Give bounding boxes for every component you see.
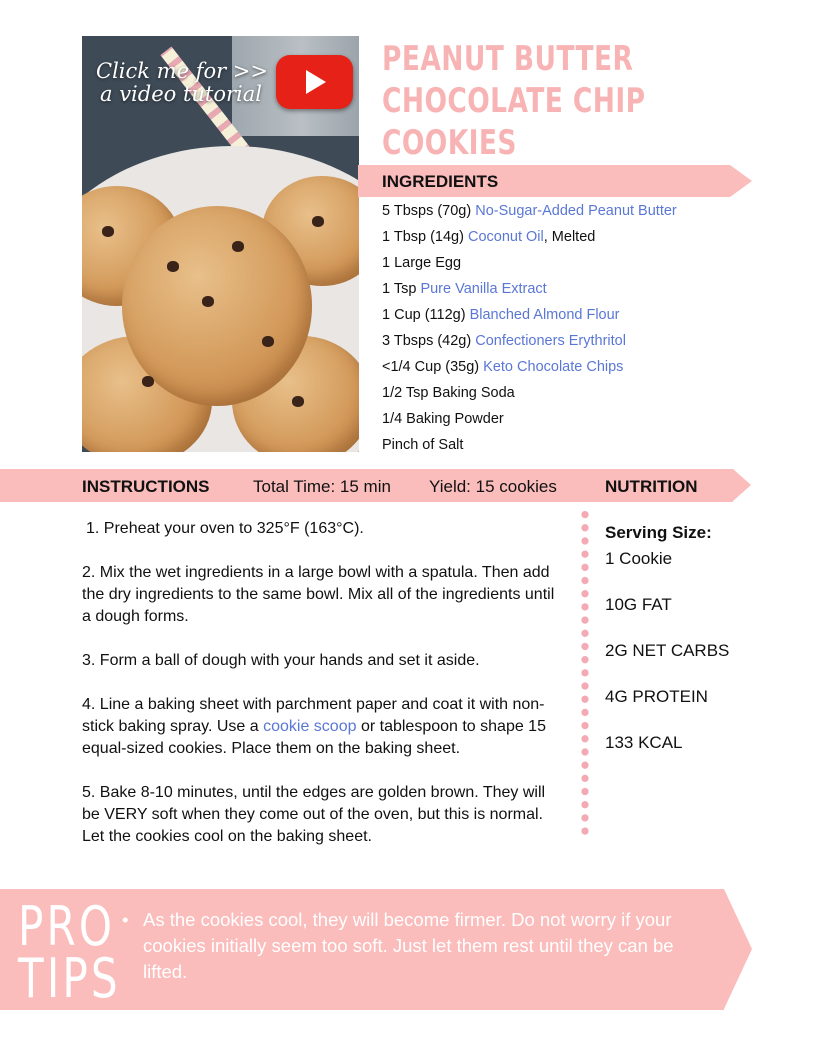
- chocolate-chip: [312, 216, 324, 227]
- ingredient-link[interactable]: Coconut Oil: [467, 229, 544, 245]
- play-triangle-icon: [306, 70, 326, 94]
- chocolate-chip: [202, 296, 214, 307]
- title-line: PEANUT BUTTER: [382, 39, 634, 79]
- step-1: 1. Preheat your oven to 325°F (163°C).: [86, 520, 364, 537]
- cookie-scoop-link[interactable]: cookie scoop: [263, 718, 357, 735]
- pro-tips-label: [18, 895, 121, 1010]
- ingredient-link[interactable]: No-Sugar-Added Peanut Butter: [475, 203, 677, 219]
- nutrition-heading: NUTRITION: [605, 477, 698, 496]
- youtube-play-icon[interactable]: [276, 55, 353, 109]
- step-4: [82, 694, 562, 760]
- chocolate-chip: [142, 376, 154, 387]
- ingredient-amount: 1/4 Baking Powder: [382, 411, 504, 427]
- nutrition-carbs: 2G NET CARBS: [605, 641, 730, 660]
- recipe-title: [382, 38, 646, 164]
- chocolate-chip: [232, 241, 244, 252]
- dotted-divider: [581, 508, 589, 838]
- ingredient-amount: <1/4 Cup (35g): [382, 359, 484, 375]
- ingredient-link[interactable]: Pure Vanilla Extract: [420, 281, 547, 297]
- ingredients-heading: INGREDIENTS: [382, 172, 499, 191]
- ingredient-item: [382, 408, 677, 434]
- ingredients-list: [382, 200, 677, 460]
- total-time: Total Time: 15 min: [253, 477, 391, 496]
- title-line: COOKIES: [382, 123, 517, 163]
- serving-size-label: Serving Size:: [605, 523, 712, 542]
- step-4-text-end: or tablespoon to shape 15 equal-sized cookies. Place them on the baking sheet.: [82, 718, 546, 757]
- ingredient-amount: 1 Tbsp (14g): [382, 229, 468, 245]
- ingredient-amount: 1 Large Egg: [382, 255, 462, 271]
- serving-size-value: 1 Cookie: [605, 549, 673, 568]
- ingredients-banner: [358, 165, 730, 197]
- step-5: 5. Bake 8-10 minutes, until the edges are golden brown. They will be VERY soft when they come out of the oven, but this is normal. Let the cookies cool on the baking sheet.: [82, 784, 546, 845]
- ingredient-item: [382, 200, 677, 226]
- cookie-photo[interactable]: [82, 36, 359, 452]
- ingredient-item: [382, 304, 677, 330]
- ingredient-link[interactable]: Keto Chocolate Chips: [483, 359, 624, 375]
- video-caption-line2: a video tutorial: [100, 82, 263, 106]
- ingredient-link[interactable]: Confectioners Erythritol: [475, 333, 626, 349]
- step-3: 3. Form a ball of dough with your hands and set it aside.: [82, 652, 480, 669]
- instructions-heading: INSTRUCTIONS: [82, 477, 210, 496]
- ingredient-note: , Melted: [543, 229, 596, 245]
- ingredient-item: [382, 278, 677, 304]
- ingredient-item: [382, 434, 677, 460]
- nutrition-protein: 4G PROTEIN: [605, 687, 708, 706]
- pro-tip: As the cookies cool, they will become firmer. Do not worry if your cookies initially seem too soft. Just let them rest until they can be lifted.: [143, 909, 674, 982]
- pro-tips-text: [122, 907, 682, 985]
- ingredient-amount: 1/2 Tsp Baking Soda: [382, 385, 515, 401]
- chocolate-chip: [292, 396, 304, 407]
- ingredient-item: [382, 252, 677, 278]
- pro-tips-banner: [0, 889, 724, 1010]
- chocolate-chip: [167, 261, 179, 272]
- ingredient-item: [382, 226, 677, 252]
- pro-tips-label-line: PRO: [18, 895, 116, 958]
- ingredient-amount: 1 Cup (112g): [382, 307, 470, 323]
- ingredient-item: [382, 382, 677, 408]
- chocolate-chip: [262, 336, 274, 347]
- chocolate-chip: [102, 226, 114, 237]
- ingredient-item: [382, 330, 677, 356]
- instruction-steps: [82, 518, 562, 870]
- step-4-text: 4. Line a baking sheet with parchment paper and coat it with non-stick baking spray. Use a: [82, 696, 545, 735]
- ingredient-amount: 1 Tsp: [382, 281, 421, 297]
- nutrition-fat: 10G FAT: [605, 595, 672, 614]
- step-2: 2. Mix the wet ingredients in a large bowl with a spatula. Then add the dry ingredients to the same bowl. Mix all of the ingredients until a dough forms.: [82, 564, 555, 625]
- nutrition-kcal: 133 KCAL: [605, 733, 683, 752]
- video-caption[interactable]: [96, 60, 268, 106]
- nutrition-panel: [605, 522, 729, 754]
- instructions-banner: [0, 469, 733, 502]
- ingredient-amount: 5 Tbsps (70g): [382, 203, 476, 219]
- video-caption-line1: Click me for >>: [96, 59, 268, 83]
- yield: Yield: 15 cookies: [429, 477, 557, 496]
- ingredient-link[interactable]: Blanched Almond Flour: [469, 307, 620, 323]
- bullet-icon: •: [122, 909, 129, 930]
- title-line: CHOCOLATE CHIP: [382, 81, 646, 121]
- ingredient-item: [382, 356, 677, 382]
- ingredient-amount: Pinch of Salt: [382, 437, 464, 453]
- ingredient-amount: 3 Tbsps (42g): [382, 333, 476, 349]
- pro-tips-label-line: TIPS: [18, 947, 121, 1010]
